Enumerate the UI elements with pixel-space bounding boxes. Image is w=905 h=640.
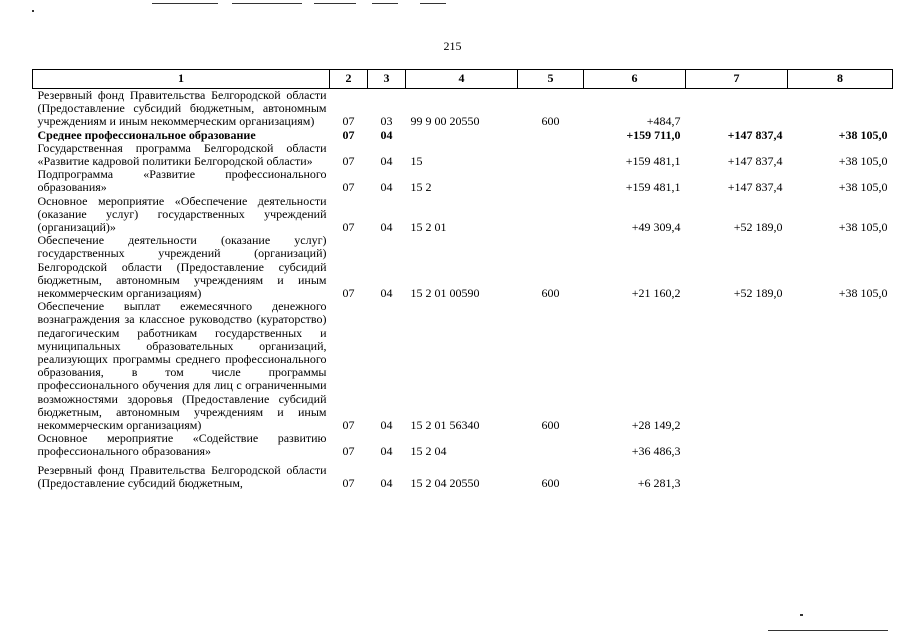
amount-col8: +38 105,0: [838, 286, 888, 301]
amount-col8: [788, 300, 893, 432]
column-header: 8: [788, 70, 893, 89]
budget-table: [32, 69, 893, 490]
section-code: 07: [342, 475, 355, 490]
expense-type-code: [518, 142, 584, 168]
row-name: Обеспечение выплат ежемесячного денежного вознаграждения за классное руководство (кураторство) педагогическим работникам государственных и муниципальных образовательных организаций, реализующих программы среднего профессионального образования, в том числе программы профессионального обучения для лиц с ограниченными возможностями здоровья (Предоставление субсидий бюджетным, автономным учреждениям и иным некоммерческим организациям): [37, 299, 327, 433]
table-row: [33, 168, 893, 194]
scan-mark: [800, 614, 803, 616]
subsection-code: 04: [380, 180, 393, 195]
row-name: Обеспечение деятельности (оказание услуг) государственных учреждений (организаций) Белгородской области (Предоставление субсидий бюджетным, автономным учреждениям и иным некоммерческим организациям): [37, 233, 327, 301]
amount-col8: +38 105,0: [838, 220, 888, 235]
subsection-code: 03: [380, 114, 393, 129]
table-row: [33, 129, 893, 142]
expense-type-code: [518, 195, 584, 235]
amount-col6: +28 149,2: [631, 418, 681, 433]
expense-type-code: 600: [541, 418, 560, 433]
section-code: 07: [342, 286, 355, 301]
amount-col8: [788, 432, 893, 458]
amount-col6: +6 281,3: [637, 475, 681, 490]
row-name: Среднее профессиональное образование: [37, 127, 256, 142]
scan-mark: [314, 3, 356, 4]
amount-col7: [686, 459, 788, 490]
subsection-code: 04: [380, 220, 393, 235]
amount-col8: +38 105,0: [838, 154, 888, 169]
row-name: Резервный фонд Правительства Белгородской области (Предоставление субсидий бюджетным,: [37, 462, 327, 490]
section-code: 07: [342, 418, 355, 433]
row-name: Резервный фонд Правительства Белгородской области (Предоставление субсидий бюджетным, автономным учреждениям и иным некоммерческим организациям): [37, 88, 327, 129]
section-code: 07: [342, 114, 355, 129]
target-article-code: 99 9 00 20550: [410, 114, 480, 129]
subsection-code: 04: [380, 154, 393, 169]
table-row: [33, 234, 893, 300]
amount-col7: +147 837,4: [727, 180, 783, 195]
target-article-code: 15 2 01: [410, 220, 447, 235]
table-row: [33, 432, 893, 458]
expense-type-code: 600: [541, 286, 560, 301]
section-code: 07: [342, 127, 355, 142]
column-header: 2: [330, 70, 368, 89]
subsection-code: 04: [380, 475, 393, 490]
expense-type-code: [518, 168, 584, 194]
column-header: 7: [686, 70, 788, 89]
scan-mark: [32, 10, 34, 12]
target-article-code: 15 2 04: [410, 444, 447, 459]
amount-col7: [686, 432, 788, 458]
amount-col8: +38 105,0: [838, 127, 888, 142]
amount-col7: [686, 89, 788, 129]
amount-col8: [788, 459, 893, 490]
expense-type-code: [518, 129, 584, 142]
table-row: [33, 89, 893, 129]
amount-col6: +49 309,4: [631, 220, 681, 235]
table-row: [33, 300, 893, 432]
row-name: Подпрограмма «Развитие профессионального образования»: [37, 167, 327, 195]
subsection-code: 04: [380, 444, 393, 459]
column-header: 5: [518, 70, 584, 89]
amount-col8: [788, 89, 893, 129]
expense-type-code: 600: [541, 475, 560, 490]
scan-mark: [372, 3, 398, 4]
target-article-code: 15 2 01 00590: [410, 286, 480, 301]
amount-col7: +147 837,4: [727, 154, 783, 169]
target-article-code: 15 2: [410, 180, 432, 195]
scan-mark: [420, 3, 446, 4]
target-article-code: [406, 129, 518, 142]
amount-col7: +52 189,0: [733, 220, 783, 235]
subsection-code: 04: [380, 127, 393, 142]
header-row: [33, 70, 893, 89]
row-name: Государственная программа Белгородской области «Развитие кадровой политики Белгородской области»: [37, 140, 327, 169]
amount-col6: +21 160,2: [631, 286, 681, 301]
target-article-code: 15 2 04 20550: [410, 475, 480, 490]
subsection-code: 04: [380, 286, 393, 301]
expense-type-code: 600: [541, 114, 560, 129]
amount-col7: +147 837,4: [727, 127, 783, 142]
section-code: 07: [342, 444, 355, 459]
amount-col6: +484,7: [646, 114, 681, 129]
column-header: 6: [584, 70, 686, 89]
column-header: 4: [406, 70, 518, 89]
subsection-code: 04: [380, 418, 393, 433]
section-code: 07: [342, 180, 355, 195]
expense-type-code: [518, 432, 584, 458]
section-code: 07: [342, 154, 355, 169]
section-code: 07: [342, 220, 355, 235]
target-article-code: 15: [410, 154, 423, 169]
scan-mark: [152, 3, 218, 4]
amount-col7: [686, 300, 788, 432]
scan-mark: [768, 630, 888, 631]
row-name: Основное мероприятие «Обеспечение деятельности (оказание услуг) государственных учреждений (организаций)»: [37, 193, 327, 235]
table-row: [33, 459, 893, 490]
amount-col6: +159 711,0: [626, 127, 681, 142]
column-header: 1: [33, 70, 330, 89]
amount-col6: +159 481,1: [625, 154, 681, 169]
amount-col8: +38 105,0: [838, 180, 888, 195]
scan-mark: [232, 3, 302, 4]
row-name: Основное мероприятие «Содействие развитию профессионального образования»: [37, 431, 327, 459]
amount-col6: +159 481,1: [625, 180, 681, 195]
column-header: 3: [368, 70, 406, 89]
amount-col6: +36 486,3: [631, 444, 681, 459]
target-article-code: 15 2 01 56340: [410, 418, 480, 433]
amount-col7: +52 189,0: [733, 286, 783, 301]
table-row: [33, 142, 893, 168]
table-row: [33, 195, 893, 235]
page-number: 215: [443, 39, 462, 53]
